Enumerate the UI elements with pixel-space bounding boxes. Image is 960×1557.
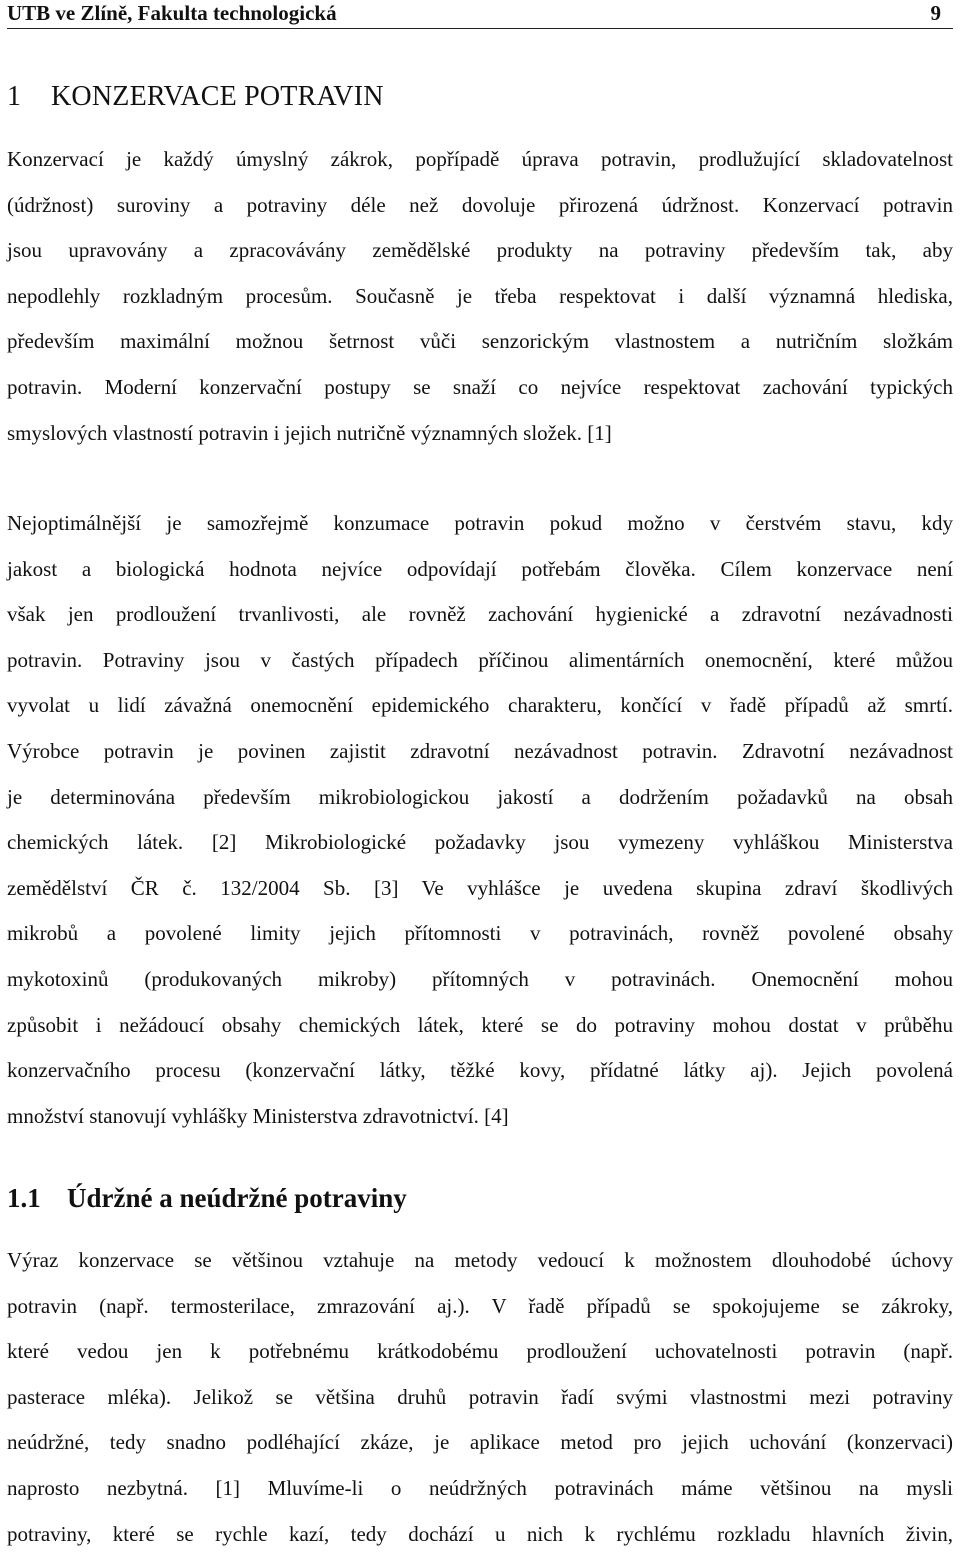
text-line: potravin. Moderní konzervační postupy se snaží co nejvíce respektovat zachování typických	[7, 374, 953, 399]
paragraph-hygiene	[7, 501, 953, 1139]
text-line: Výraz konzervace se většinou vztahuje na metody vedoucí k možnostem dlouhodobé úchovy	[7, 1248, 953, 1272]
text-line: (údržnost) suroviny a potraviny déle než dovoluje přirozená údržnost. Konzervací potravin	[7, 192, 953, 217]
text-line: je determinována především mikrobiologickou jakostí a dodržením požadavků na obsah	[7, 784, 953, 809]
text-line: však jen prodloužení trvanlivosti, ale rovněž zachování hygienické a zdravotní nezávadnosti	[7, 602, 953, 627]
text-line: pasterace mléka). Jelikož se většina druhů potravin řadí svými vlastnostmi mezi potraviny	[7, 1384, 953, 1409]
header-title: UTB ve Zlíně, Fakulta technologická	[7, 1, 337, 25]
text-line: množství stanovují vyhlášky Ministerstva zdravotnictví. [4]	[7, 1103, 509, 1128]
text-line: jakost a biologická hodnota nejvíce odpovídají potřebám člověka. Cílem konzervace není	[7, 556, 953, 581]
text-line: mikrobů a povolené limity jejich přítomnosti v potravinách, rovněž povolené obsahy	[7, 921, 953, 946]
text-line: potravin (např. termosterilace, zmrazování aj.). V řadě případů se spokojujeme se zákroky,	[7, 1293, 953, 1318]
section-heading	[7, 1180, 407, 1216]
page-number: 9	[930, 1, 941, 25]
text-line: konzervačního procesu (konzervační látky, těžké kovy, přídatné látky aj). Jejich povolená	[7, 1058, 953, 1083]
text-line: Nejoptimálnější je samozřejmě konzumace potravin pokud možno v čerstvém stavu, kdy	[7, 511, 953, 535]
paragraph-intro	[7, 137, 953, 456]
chapter-number: 1	[7, 81, 22, 112]
text-line: neúdržné, tedy snadno podléhající zkáze, je aplikace metod pro jejich uchování (konzervaci)	[7, 1430, 953, 1455]
section-title: Údržné a neúdržné potraviny	[67, 1183, 407, 1213]
text-line: naprosto nezbytná. [1] Mluvíme-li o neúdržných potravinách máme většinou na mysli	[7, 1475, 953, 1500]
text-line: potravin. Potraviny jsou v častých případech příčinou alimentárních onemocnění, které můžou	[7, 647, 953, 672]
section-number: 1.1	[7, 1183, 41, 1213]
text-line: zemědělství ČR č. 132/2004 Sb. [3] Ve vyhlášce je uvedena skupina zdraví škodlivých	[7, 875, 953, 900]
text-line: smyslových vlastností potravin i jejich nutričně významných složek. [1]	[7, 420, 612, 445]
chapter-title: KONZERVACE POTRAVIN	[51, 81, 384, 112]
text-line: vyvolat u lidí závažná onemocnění epidemického charakteru, končící v řadě případů až smrtí.	[7, 693, 953, 718]
text-line: způsobit i nežádoucí obsahy chemických látek, které se do potraviny mohou dostat v průběhu	[7, 1012, 953, 1037]
text-line: které vedou jen k potřebnému krátkodobému prodloužení uchovatelnosti potravin (např.	[7, 1339, 953, 1364]
chapter-heading	[7, 79, 384, 115]
text-line: mykotoxinů (produkovaných mikroby) přítomných v potravinách. Onemocnění mohou	[7, 966, 953, 991]
text-line: chemických látek. [2] Mikrobiologické požadavky jsou vymezeny vyhláškou Ministerstva	[7, 830, 953, 855]
text-line: jsou upravovány a zpracovávány zemědělské produkty na potraviny především tak, aby	[7, 238, 953, 263]
paragraph-section	[7, 1238, 953, 1557]
text-line: Výrobce potravin je povinen zajistit zdravotní nezávadnost potravin. Zdravotní nezávadnost	[7, 738, 953, 763]
text-line: potraviny, které se rychle kazí, tedy dochází u nich k rychlému rozkladu hlavních živin,	[7, 1521, 953, 1546]
text-line: nepodlehly rozkladným procesům. Současně je třeba respektovat i další významná hlediska,	[7, 283, 953, 308]
running-header	[7, 0, 953, 29]
text-line: Konzervací je každý úmyslný zákrok, popřípadě úprava potravin, prodlužující skladovatelnost	[7, 147, 953, 171]
text-line: především maximální možnou šetrnost vůči senzorickým vlastnostem a nutričním složkám	[7, 329, 953, 354]
